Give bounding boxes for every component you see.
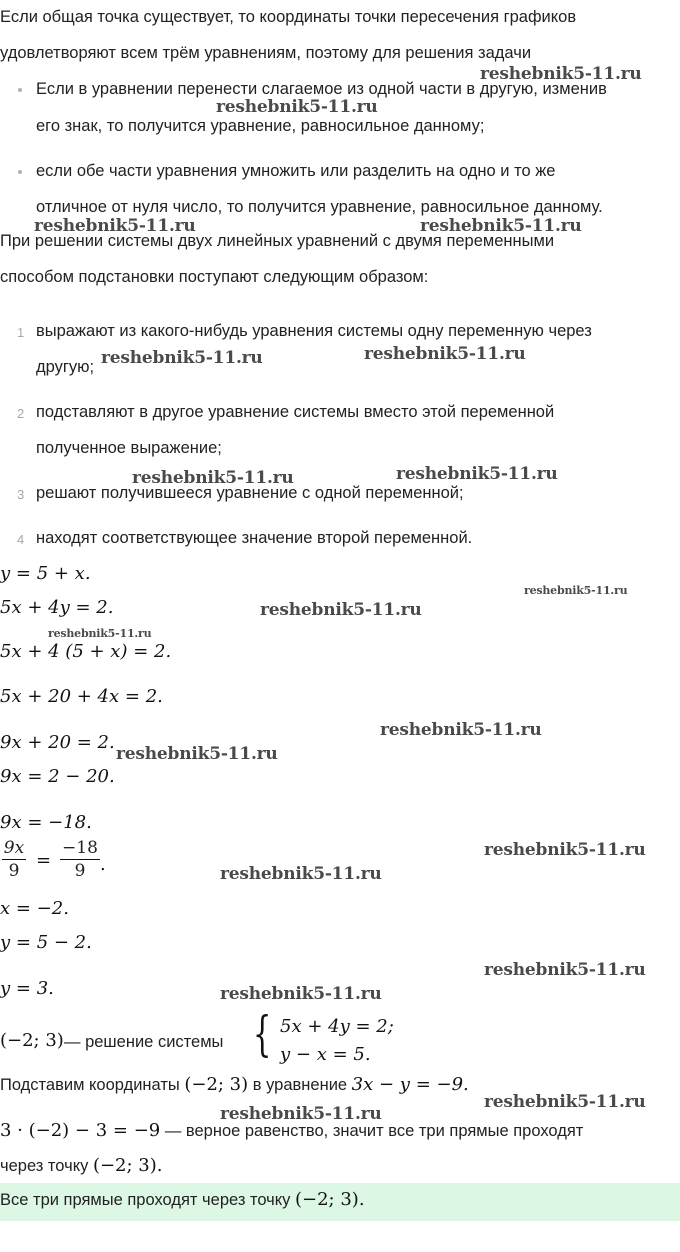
equation: 5x + 20 + 4x = 2. (0, 686, 163, 707)
equation: 5x + 4 (5 + x) = 2. (0, 641, 172, 662)
watermark: reshebnik5-11.ru (48, 627, 152, 640)
result: y = 3. (0, 978, 54, 999)
check-text: Подставим координаты (0, 1076, 185, 1094)
method-line-2: способом подстановки поступают следующим образом: (0, 268, 429, 286)
watermark: reshebnik5-11.ru (220, 984, 382, 1004)
system-equation-2: y − x = 5. (280, 1044, 371, 1065)
fraction-bar (2, 859, 26, 860)
bullet-marker (18, 170, 22, 174)
watermark: reshebnik5-11.ru (132, 468, 294, 488)
step-1-line-1: выражают из какого-нибудь уравнения системы одну переменную через (36, 322, 592, 340)
watermark: reshebnik5-11.ru (116, 744, 278, 764)
method-line-1: При решении системы двух линейных уравнений с двумя переменными (0, 232, 555, 250)
solution-text: — решение системы (64, 1033, 224, 1051)
equation: 5x + 4y = 2. (0, 597, 114, 618)
rule-2-line-2: отличное от нуля число, то получится уравнение, равносильное данному. (36, 198, 603, 216)
watermark: reshebnik5-11.ru (364, 344, 526, 364)
solution-point: (−2; 3) (0, 1030, 64, 1051)
rule-2-line-1: если обе части уравнения умножить или разделить на одно и то же (36, 162, 556, 180)
watermark: reshebnik5-11.ru (220, 864, 382, 884)
check-line-3 (0, 1155, 162, 1176)
equals-sign: = (36, 850, 52, 871)
watermark: reshebnik5-11.ru (101, 348, 263, 368)
watermark: reshebnik5-11.ru (524, 584, 628, 597)
equation: 9x = 2 − 20. (0, 766, 115, 787)
step-3-line-1: решают получившееся уравнение с одной переменной; (36, 484, 464, 502)
rule-1-line-1: Если в уравнении перенести слагаемое из одной части в другую, изменив (36, 80, 607, 98)
equation: 9x + 20 = 2. (0, 732, 115, 753)
system-equation-1: 5x + 4y = 2; (280, 1016, 394, 1037)
fraction-bar (60, 859, 100, 860)
watermark: reshebnik5-11.ru (34, 216, 196, 236)
denominator: 9 (74, 861, 86, 881)
bullet-marker (18, 88, 22, 92)
check-point: (−2; 3). (92, 1155, 163, 1176)
watermark: reshebnik5-11.ru (484, 960, 646, 980)
watermark: reshebnik5-11.ru (380, 720, 542, 740)
check-text: — верное равенство, значит все три прямые проходят (160, 1122, 584, 1140)
equation: 9x = −18. (0, 812, 92, 833)
check-point: (−2; 3) (184, 1074, 249, 1095)
watermark: reshebnik5-11.ru (420, 216, 582, 236)
answer-line (0, 1189, 365, 1210)
watermark: reshebnik5-11.ru (260, 600, 422, 620)
result: x = −2. (0, 898, 69, 919)
watermark: reshebnik5-11.ru (480, 64, 642, 84)
intro-line-1: Если общая точка существует, то координаты точки пересечения графиков (0, 8, 577, 26)
system-brace: { (253, 1006, 272, 1062)
check-line-1 (0, 1074, 469, 1095)
answer-text: Все три прямые проходят через точку (0, 1191, 295, 1209)
step-4-line-1: находят соответствующее значение второй переменной. (36, 529, 473, 547)
step-2-line-2: полученное выражение; (36, 439, 222, 457)
watermark: reshebnik5-11.ru (484, 1092, 646, 1112)
equation: y = 5 + x. (0, 563, 91, 584)
step-number: 1 (17, 325, 25, 340)
step-number: 2 (17, 406, 25, 421)
period: . (100, 854, 106, 875)
step-1-line-2: другую; (36, 358, 95, 376)
check-text: в уравнение (248, 1076, 352, 1094)
step-number: 4 (17, 532, 25, 547)
step-2-line-1: подставляют в другое уравнение системы вместо этой переменной (36, 403, 555, 421)
watermark: reshebnik5-11.ru (396, 464, 558, 484)
intro-line-2: удовлетворяют всем трём уравнениям, поэтому для решения задачи (0, 44, 532, 62)
fraction-left (2, 838, 26, 881)
check-equation: 3x − y = −9. (351, 1074, 469, 1095)
denominator: 9 (8, 861, 20, 881)
answer-point: (−2; 3). (295, 1189, 365, 1210)
fraction-right (60, 838, 100, 881)
step-number: 3 (17, 487, 25, 502)
numerator: 9x (3, 838, 25, 858)
watermark: reshebnik5-11.ru (484, 840, 646, 860)
numerator: −18 (62, 838, 98, 858)
watermark: reshebnik5-11.ru (220, 1104, 382, 1124)
watermark: reshebnik5-11.ru (216, 97, 378, 117)
rule-1-line-2: его знак, то получится уравнение, равносильное данному; (36, 117, 485, 135)
check-calculation: 3 · (−2) − 3 = −9 (0, 1120, 161, 1141)
result: y = 5 − 2. (0, 932, 92, 953)
check-text: через точку (0, 1157, 93, 1175)
